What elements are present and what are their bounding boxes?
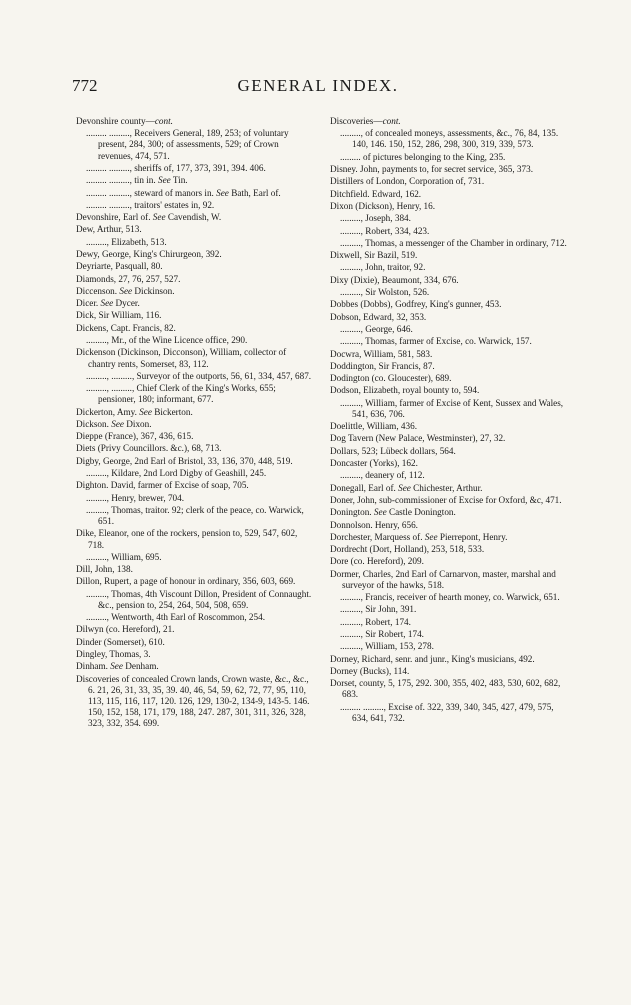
- entry-text: Dicer.: [76, 298, 101, 309]
- entry-text: Devonshire county—: [76, 116, 155, 126]
- entry-text: Dill, John, 138.: [76, 564, 133, 575]
- index-entry: [76, 224, 313, 235]
- entry-text: Dormer, Charles, 2nd Earl of Carnarvon, master, marshal and surveyor of the hawks, 518.: [330, 568, 556, 590]
- cross-reference-marker: cont.: [382, 116, 401, 126]
- index-subentry: [76, 163, 313, 174]
- index-entry: [76, 624, 313, 635]
- entry-text: Dickenson (Dickinson, Dicconson), William, collector of chantry rents, Somerset, 83, 112.: [76, 347, 287, 369]
- index-entry: [330, 176, 567, 187]
- index-entry: [330, 666, 567, 677]
- index-subentry: [330, 324, 567, 335]
- entry-text: ........., William, farmer of Excise of Kent, Sussex and Wales, 541, 636, 706.: [340, 397, 564, 419]
- index-entry: [76, 298, 313, 309]
- entry-text: ......... ........., steward of manors in.: [86, 187, 217, 198]
- entry-text: Diamonds, 27, 76, 257, 527.: [76, 273, 181, 284]
- index-entry: [330, 532, 567, 543]
- entry-text: ........., Mr., of the Wine Licence office, 290.: [86, 335, 248, 346]
- entry-text: Donington.: [330, 507, 374, 518]
- index-column-right: [330, 116, 567, 724]
- entry-text: Bickerton.: [151, 406, 193, 417]
- entry-text: ......... ........., sheriffs of, 177, 373, 391, 394. 406.: [86, 162, 266, 173]
- index-subentry: [76, 200, 313, 211]
- entry-text: Deyriarte, Pasquall, 80.: [76, 261, 163, 272]
- index-entry: [330, 373, 567, 384]
- entry-text: ........., of concealed moneys, assessments, &c., 76, 84, 135. 140, 146. 150, 152, 286, 298, 300, 319, 339, 573.: [340, 128, 559, 150]
- entry-text: ........., Elizabeth, 513.: [86, 236, 167, 247]
- index-entry: [76, 347, 313, 369]
- index-subentry: [330, 470, 567, 481]
- index-entry: [76, 116, 313, 127]
- cross-reference-marker: See: [373, 507, 387, 518]
- entry-text: Diccenson.: [76, 285, 120, 296]
- entry-text: Pierrepont, Henry.: [437, 531, 508, 542]
- cross-reference-marker: See: [139, 406, 152, 417]
- index-entry: [76, 407, 313, 418]
- index-subentry: [76, 175, 313, 186]
- entry-text: ......... ........., Receivers General, 189, 253; of voluntary present, 284, 300; of assessments, 529; of Crown revenues, 474, 571.: [86, 128, 289, 161]
- entry-text: Dixwell, Sir Bazil, 519.: [330, 250, 418, 261]
- cross-reference-marker: See: [152, 212, 166, 223]
- cross-reference-marker: See: [100, 298, 114, 309]
- entry-text: Dickens, Capt. Francis, 82.: [76, 322, 176, 333]
- entry-text: Tin.: [170, 175, 188, 186]
- entry-text: Dobbes (Dobbs), Godfrey, King's gunner, 453.: [330, 299, 502, 310]
- entry-text: Diets (Privy Councillors. &c.), 68, 713.: [76, 443, 222, 454]
- index-subentry: [330, 287, 567, 298]
- entry-text: ......... ........., tin in.: [86, 175, 158, 186]
- index-entry: [330, 299, 567, 310]
- index-subentry: [330, 641, 567, 652]
- index-entry: [330, 507, 567, 518]
- entry-text: ......... ........., Excise of. 322, 339, 340, 345, 427, 479, 575, 634, 641, 732.: [340, 701, 554, 723]
- index-entry: [330, 385, 567, 396]
- index-entry: [330, 421, 567, 432]
- index-entry: [76, 286, 313, 297]
- entry-text: Dorney (Bucks), 114.: [330, 665, 410, 676]
- index-entry: [330, 349, 567, 360]
- entry-text: Chichester, Arthur.: [410, 482, 483, 493]
- entry-text: ........., Thomas, farmer of Excise, co. Warwick, 157.: [340, 336, 532, 347]
- index-subentry: [76, 237, 313, 248]
- index-subentry: [76, 371, 313, 382]
- index-entry: [76, 456, 313, 467]
- entry-text: ........., Sir Robert, 174.: [340, 629, 424, 640]
- index-entry: [76, 443, 313, 454]
- entry-text: ........., Thomas, a messenger of the Chamber in ordinary, 712.: [340, 237, 567, 248]
- entry-text: Dycer.: [113, 298, 140, 309]
- index-entry: [330, 520, 567, 531]
- index-subentry: [330, 702, 567, 724]
- index-entry: [76, 674, 313, 730]
- entry-text: Dingley, Thomas, 3.: [76, 649, 151, 660]
- entry-text: Donnolson. Henry, 656.: [330, 519, 418, 530]
- entry-text: ........., John, traitor, 92.: [340, 262, 426, 273]
- entry-text: Digby, George, 2nd Earl of Bristol, 33, 136, 370, 448, 519.: [76, 455, 293, 466]
- index-entry: [330, 189, 567, 200]
- entry-text: Donegall, Earl of.: [330, 482, 399, 493]
- index-column-left: [76, 116, 313, 729]
- entry-text: ........., William, 153, 278.: [340, 641, 434, 652]
- entry-text: Dixy (Dixie), Beaumont, 334, 676.: [330, 274, 459, 285]
- index-subentry: [330, 226, 567, 237]
- cross-reference-marker: See: [119, 285, 133, 296]
- index-entry: [76, 431, 313, 442]
- entry-text: ........., ........., Chief Clerk of the King's Works, 655; pensioner, 180; informant, 677.: [86, 383, 276, 405]
- entry-text: Bath, Earl of.: [228, 187, 281, 198]
- entry-text: Disney. John, payments to, for secret service, 365, 373.: [330, 164, 534, 175]
- index-subentry: [76, 188, 313, 199]
- entry-text: Castle Donington.: [386, 507, 456, 518]
- entry-text: Dick, Sir William, 116.: [76, 310, 162, 321]
- index-entry: [330, 556, 567, 567]
- index-entry: [330, 312, 567, 323]
- entry-text: Dieppe (France), 367, 436, 615.: [76, 431, 194, 442]
- entry-text: Dorney, Richard, senr. and junr., King's musicians, 492.: [330, 653, 535, 664]
- index-entry: [76, 310, 313, 321]
- index-subentry: [76, 589, 313, 611]
- cross-reference-marker: See: [216, 187, 229, 198]
- index-subentry: [330, 629, 567, 640]
- index-entry: [76, 480, 313, 491]
- entry-text: Dodington (co. Gloucester), 689.: [330, 373, 452, 384]
- entry-text: Dinham.: [76, 661, 111, 672]
- index-entry: [330, 544, 567, 555]
- index-subentry: [330, 128, 567, 150]
- entry-text: Discoveries of concealed Crown lands, Crown waste, &c., &c., 6. 21, 26, 31, 33, 35, 39. 40, 46, 54, 59, 62, 72, 77, 95, 110, 113, 115, 116, 117, 120. 126, 129, 130-2, 134-9, 143-5. 146. 150, 152, 158, 171, 179, 188, 247. 287, 301, 311, 326, 328, 323, 332, 354. 699.: [76, 673, 310, 729]
- index-subentry: [76, 612, 313, 623]
- entry-text: ........., deanery of, 112.: [340, 470, 425, 481]
- entry-text: ........., Joseph, 384.: [340, 213, 411, 224]
- index-subentry: [330, 238, 567, 249]
- entry-text: Dew, Arthur, 513.: [76, 224, 142, 235]
- index-entry: [76, 576, 313, 587]
- index-entry: [76, 261, 313, 272]
- index-entry: [330, 483, 567, 494]
- entry-text: ........., Henry, brewer, 704.: [86, 492, 185, 503]
- index-entry: [76, 419, 313, 430]
- entry-text: Dobson, Edward, 32, 353.: [330, 311, 427, 322]
- entry-text: Dewy, George, King's Chirurgeon, 392.: [76, 248, 222, 259]
- entry-text: ........., Sir Wolston, 526.: [340, 287, 430, 298]
- index-subentry: [330, 213, 567, 224]
- entry-text: ........., Robert, 174.: [340, 616, 411, 627]
- page-number: 772: [72, 76, 98, 95]
- index-subentry: [330, 398, 567, 420]
- entry-text: ........., ........., Surveyor of the outports, 56, 61, 334, 457, 687.: [86, 370, 312, 381]
- entry-text: ........., Robert, 334, 423.: [340, 225, 430, 236]
- index-subentry: [76, 552, 313, 563]
- index-entry: [330, 116, 567, 127]
- entry-text: Dinder (Somerset), 610.: [76, 636, 165, 647]
- index-entry: [330, 433, 567, 444]
- entry-text: Dixon (Dickson), Henry, 16.: [330, 200, 436, 211]
- entry-text: Dickerton, Amy.: [76, 406, 140, 417]
- cross-reference-marker: See: [157, 175, 171, 186]
- index-entry: [76, 323, 313, 334]
- entry-text: Dordrecht (Dort, Holland), 253, 518, 533.: [330, 544, 485, 555]
- index-entry: [76, 212, 313, 223]
- entry-text: ......... of pictures belonging to the King, 235.: [340, 151, 506, 162]
- entry-text: Dillon, Rupert, a page of honour in ordinary, 356, 603, 669.: [76, 576, 296, 587]
- entry-text: Dike, Eleanor, one of the rockers, pension to, 529, 547, 602, 718.: [76, 528, 298, 550]
- index-entry: [76, 528, 313, 550]
- page-header: [72, 76, 564, 100]
- entry-text: Ditchfield. Edward, 162.: [330, 188, 422, 199]
- entry-text: ........., George, 646.: [340, 323, 413, 334]
- entry-text: Doncaster (Yorks), 162.: [330, 458, 418, 469]
- index-entry: [330, 201, 567, 212]
- index-subentry: [76, 383, 313, 405]
- index-entry: [330, 495, 567, 506]
- entry-text: Dollars, 523; Lübeck dollars, 564.: [330, 445, 456, 456]
- index-entry: [330, 569, 567, 591]
- entry-text: Dorchester, Marquess of.: [330, 531, 425, 542]
- entry-text: ........., Kildare, 2nd Lord Digby of Geashill, 245.: [86, 468, 267, 479]
- index-entry: [76, 661, 313, 672]
- index-entry: [76, 649, 313, 660]
- entry-text: ........., William, 695.: [86, 551, 162, 562]
- entry-text: ........., Wentworth, 4th Earl of Roscommon, 254.: [86, 612, 265, 623]
- entry-text: Distillers of London, Corporation of, 731.: [330, 176, 485, 187]
- entry-text: Dog Tavern (New Palace, Westminster), 27, 32.: [330, 433, 506, 444]
- index-subentry: [76, 505, 313, 527]
- index-entry: [330, 275, 567, 286]
- entry-text: Devonshire, Earl of.: [76, 212, 153, 223]
- entry-text: ........., Thomas, 4th Viscount Dillon, President of Connaught. &c., pension to, 254, 264, 504, 508, 659.: [86, 588, 312, 610]
- cross-reference-marker: See: [111, 418, 124, 429]
- entry-text: Dickinson.: [132, 285, 175, 296]
- entry-text: Dorset, county, 5, 175, 292. 300, 355, 402, 483, 530, 602, 682, 683.: [330, 678, 561, 700]
- index-subentry: [76, 335, 313, 346]
- cross-reference-marker: See: [110, 661, 123, 672]
- index-entry: [330, 446, 567, 457]
- cross-reference-marker: cont.: [154, 116, 173, 126]
- index-subentry: [330, 262, 567, 273]
- index-entry: [330, 164, 567, 175]
- cross-reference-marker: See: [424, 531, 438, 542]
- index-subentry: [330, 336, 567, 347]
- entry-text: Discoveries—: [330, 116, 383, 126]
- entry-text: Doelittle, William, 436.: [330, 421, 417, 432]
- index-entry: [330, 361, 567, 372]
- index-entry: [76, 274, 313, 285]
- cross-reference-marker: See: [398, 482, 411, 493]
- index-entry: [330, 250, 567, 261]
- entry-text: Dilwyn (co. Hereford), 21.: [76, 624, 175, 635]
- entry-text: ........., Thomas, traitor. 92; clerk of the peace, co. Warwick, 651.: [86, 504, 304, 527]
- index-subentry: [330, 617, 567, 628]
- index-subentry: [330, 604, 567, 615]
- index-entry: [76, 564, 313, 575]
- index-entry: [76, 249, 313, 260]
- index-entry: [330, 654, 567, 665]
- index-subentry: [76, 128, 313, 161]
- entry-text: Denham.: [122, 661, 159, 672]
- entry-text: Dixon.: [123, 418, 152, 429]
- entry-text: ......... ........., traitors' estates in, 92.: [86, 199, 215, 210]
- entry-text: Dore (co. Hereford), 209.: [330, 556, 424, 567]
- entry-text: Cavendish, W.: [165, 212, 222, 223]
- index-subentry: [76, 493, 313, 504]
- index-entry: [330, 678, 567, 700]
- entry-text: Doner, John, sub-commissioner of Excise for Oxford, &c, 471.: [330, 494, 562, 505]
- entry-text: Dodson, Elizabeth, royal bounty to, 594.: [330, 385, 480, 396]
- index-subentry: [330, 152, 567, 163]
- entry-text: Docwra, William, 581, 583.: [330, 348, 433, 359]
- index-subentry: [330, 592, 567, 603]
- entry-text: Doddington, Sir Francis, 87.: [330, 360, 435, 371]
- index-subentry: [76, 468, 313, 479]
- entry-text: ........., Francis, receiver of hearth money, co. Warwick, 651.: [340, 592, 560, 603]
- index-entry: [330, 458, 567, 469]
- index-entry: [76, 637, 313, 648]
- page-title: GENERAL INDEX.: [237, 76, 399, 95]
- entry-text: Dickson.: [76, 418, 112, 429]
- entry-text: Dighton. David, farmer of Excise of soap, 705.: [76, 480, 249, 491]
- entry-text: ........., Sir John, 391.: [340, 604, 417, 615]
